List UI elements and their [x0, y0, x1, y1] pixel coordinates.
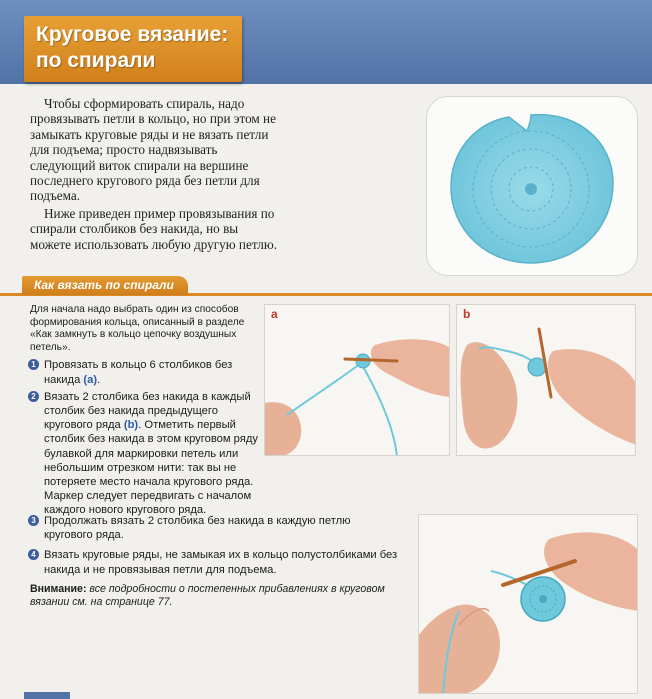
title-line-1: Круговое вязание: [36, 23, 229, 46]
photo-ref-a: (a) [83, 373, 98, 386]
step-tail: . Отметить первый столбик без накида в этом круговом ряду булавкой для маркировки петель или небольшим отрезком нити: так вы не потеряете место начала кругового ряда. Маркер следует передвигать с началом каждого нового кругового ряда. [44, 419, 258, 517]
spiral-coaster-photo [426, 96, 638, 276]
title-line-2: по спирали [36, 49, 156, 72]
step-2 [30, 390, 262, 518]
hand-right [548, 349, 636, 445]
step-4 [30, 548, 400, 576]
photo-label-a: a [271, 307, 278, 321]
instructions-lead: Для начала надо выбрать один из способов формирования кольца, описанный в разделе «Как замкнуть в кольцо цепочку воздушных петель». [30, 304, 245, 353]
photo-step-b [456, 304, 636, 456]
hand-left [419, 605, 500, 694]
intro-paragraph-2: Ниже приведен пример провязывания по спирали столбиков без накида, но вы можете использовать любую другую петлю. [30, 205, 277, 252]
section-title: Как вязать по спирали [22, 276, 188, 295]
note-label: Внимание: [30, 582, 87, 595]
footer-bar [24, 692, 70, 699]
step-number: 4 [28, 549, 39, 560]
intro-text [30, 96, 278, 252]
section-header [0, 276, 652, 298]
step-text: Вязать 2 столбика без накида в каждый столбик без накида предыдущего кругового ряда [44, 390, 251, 432]
step-number: 2 [28, 391, 39, 402]
hand-left [265, 402, 301, 456]
note [30, 583, 400, 609]
note-text: все подробности о постепенных прибавлениях в круговом вязании см. на странице 77. [30, 582, 385, 608]
crochet-hook [345, 359, 397, 361]
photo-label-b: b [463, 307, 471, 321]
instructions-continued [30, 514, 400, 609]
step-number: 1 [28, 359, 39, 370]
yarn [287, 363, 361, 415]
hand-left [461, 342, 518, 448]
step-tail: . [97, 373, 101, 386]
step-text: Продолжать вязать 2 столбика без накида в каждую петлю кругового ряда. [44, 515, 351, 542]
step-3 [30, 514, 400, 542]
step-text: Вязать круговые ряды, не замыкая их в кольцо полустолбиками без накида и не провязывая петли для подъема. [44, 549, 398, 576]
intro-paragraph-1: Чтобы сформировать спираль, надо провязывать петли в кольцо, но при этом не замыкать круговые ряды и не вязать петли для подъема; просто надвязывать следующий виток спирали на вершине последнего кругового ряда без петли для подъема. [30, 96, 276, 204]
page-title [24, 16, 242, 82]
step-1 [30, 358, 262, 386]
step-text: Провязать в кольцо 6 столбиков без накида [44, 359, 233, 386]
step-number: 3 [28, 515, 39, 526]
photo-step-a [264, 304, 450, 456]
hand-right [371, 339, 450, 397]
instructions-column [30, 304, 262, 521]
photo-ref-b: (b) [123, 419, 139, 432]
photo-step-c [418, 514, 638, 694]
